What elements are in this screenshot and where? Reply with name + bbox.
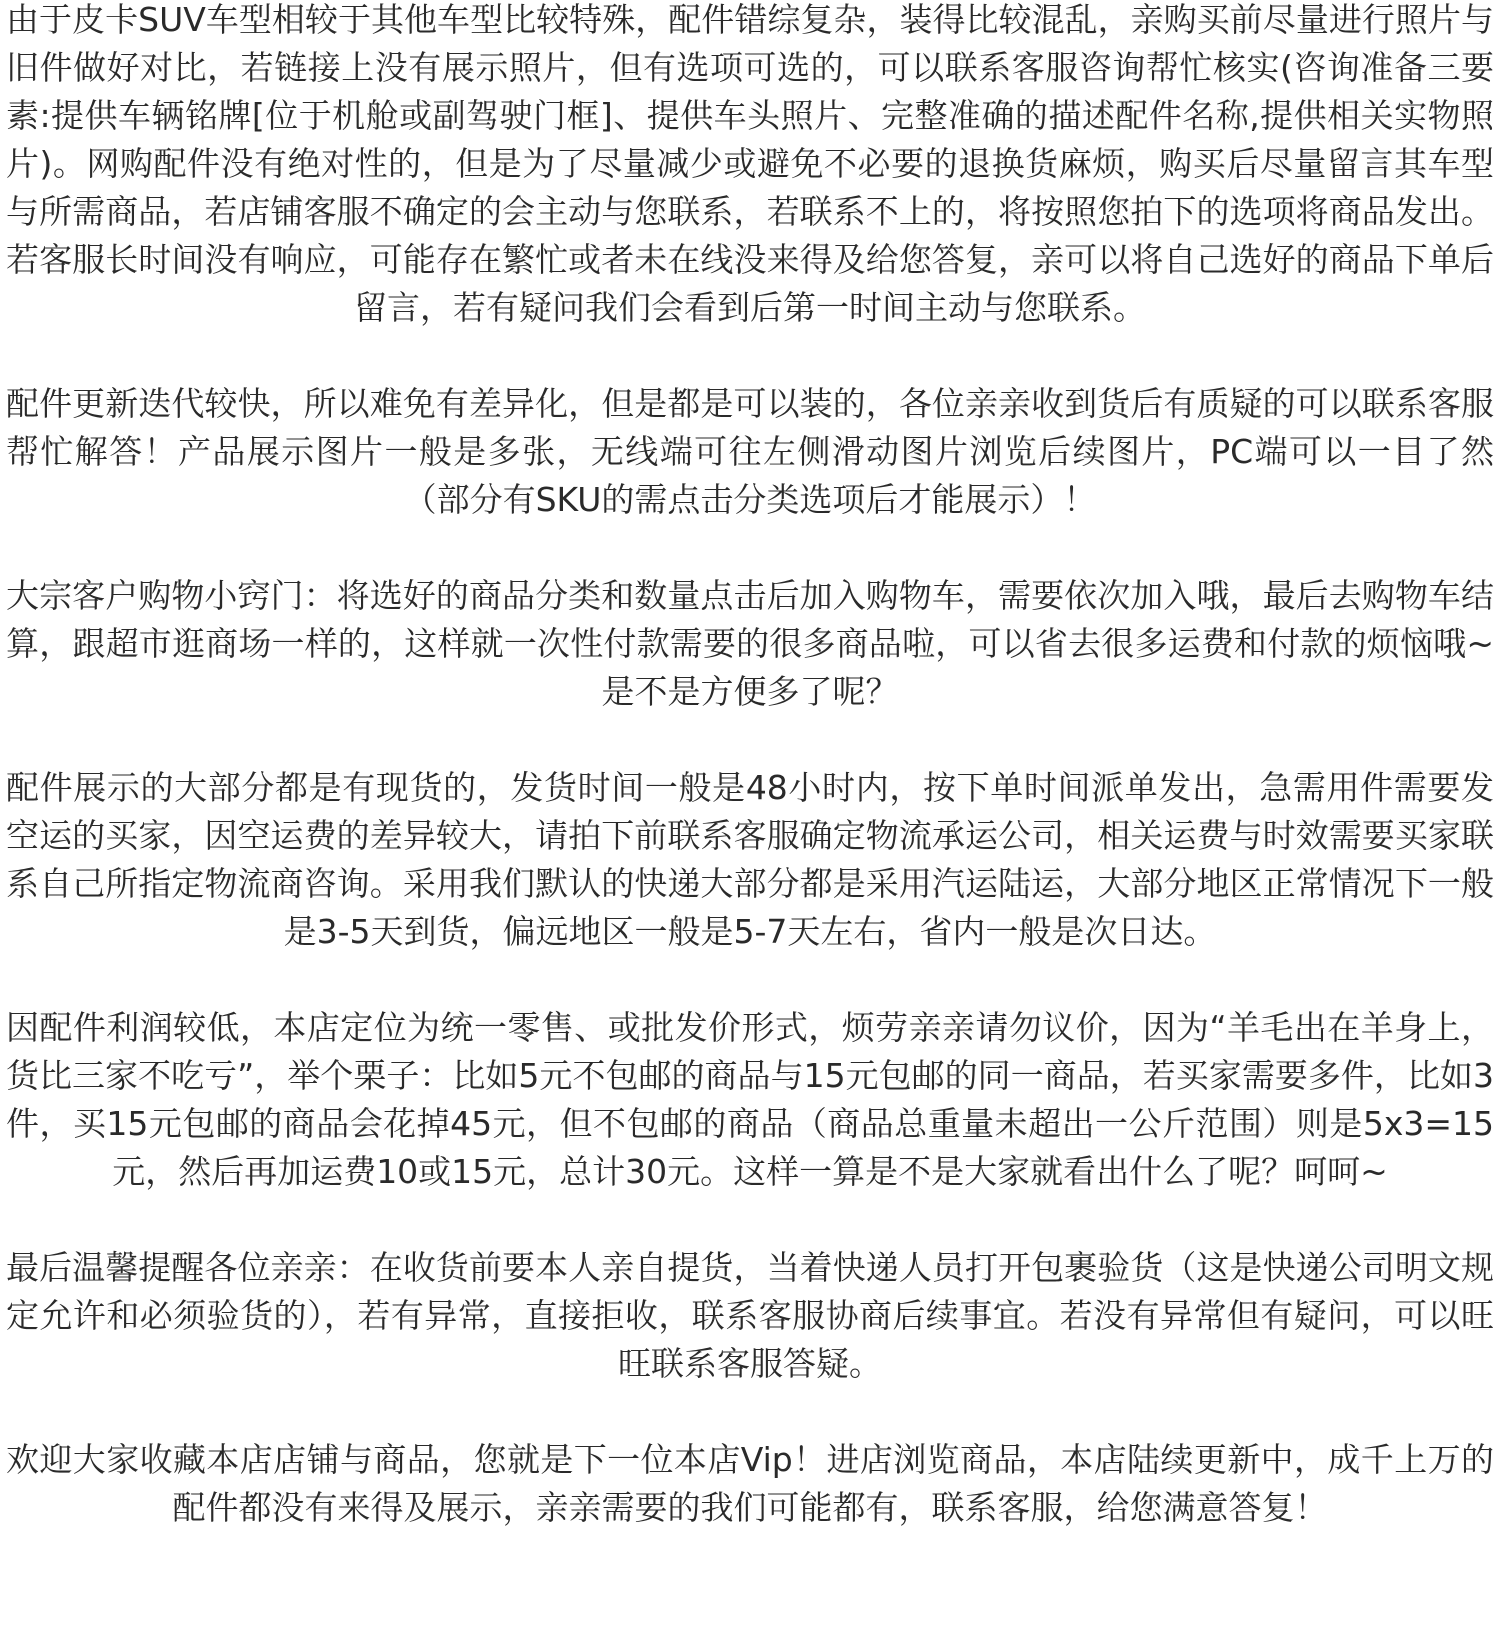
notice-paragraph-pricing: 因配件利润较低，本店定位为统一零售、或批发价形式，烦劳亲亲请勿议价，因为“羊毛出在羊身上，货比三家不吃亏”，举个栗子：比如5元不包邮的商品与15元包邮的同一商品，若买家需要多件，比如3件，买15元包邮的商品会花掉45元，但不包邮的商品（商品总重量未超出一公斤范围）则是5x3=15元，然后再加运费10或15元，总计30元。这样一算是不是大家就看出什么了呢？呵呵~ [6, 1008, 1494, 1191]
notice-paragraph-welcome: 欢迎大家收藏本店店铺与商品，您就是下一位本店Vip！进店浏览商品，本店陆续更新中，成千上万的配件都没有来得及展示，亲亲需要的我们可能都有，联系客服，给您满意答复！ [6, 1440, 1494, 1527]
notice-paragraph-updates: 配件更新迭代较快，所以难免有差异化，但是都是可以装的，各位亲亲收到货后有质疑的可以联系客服帮忙解答！产品展示图片一般是多张，无线端可往左侧滑动图片浏览后续图片，PC端可以一目了然（部分有SKU的需点击分类选项后才能展示）！ [6, 384, 1494, 519]
notice-paragraph-fitment: 由于皮卡SUV车型相较于其他车型比较特殊，配件错综复杂，装得比较混乱，亲购买前尽量进行照片与旧件做好对比，若链接上没有展示照片，但有选项可选的，可以联系客服咨询帮忙核实(咨询准备三要素:提供车辆铭牌[位于机舱或副驾驶门框]、提供车头照片、完整准确的描述配件名称,提供相关实物照片)。网购配件没有绝对性的，但是为了尽量减少或避免不必要的退换货麻烦，购买后尽量留言其车型与所需商品，若店铺客服不确定的会主动与您联系，若联系不上的，将按照您拍下的选项将商品发出。若客服长时间没有响应，可能存在繁忙或者未在线没来得及给您答复，亲可以将自己选好的商品下单后留言，若有疑问我们会看到后第一时间主动与您联系。 [6, 0, 1494, 327]
notice-paragraph-inspection: 最后温馨提醒各位亲亲：在收货前要本人亲自提货，当着快递人员打开包裹验货（这是快递公司明文规定允许和必须验货的），若有异常，直接拒收，联系客服协商后续事宜。若没有异常但有疑问，可以旺旺联系客服答疑。 [6, 1248, 1494, 1383]
store-notice [6, 0, 1494, 1532]
notice-paragraph-bulk-tips: 大宗客户购物小窍门：将选好的商品分类和数量点击后加入购物车，需要依次加入哦，最后去购物车结算，跟超市逛商场一样的，这样就一次性付款需要的很多商品啦，可以省去很多运费和付款的烦恼哦~是不是方便多了呢？ [6, 576, 1494, 711]
notice-paragraph-shipping: 配件展示的大部分都是有现货的，发货时间一般是48小时内，按下单时间派单发出，急需用件需要发空运的买家，因空运费的差异较大，请拍下前联系客服确定物流承运公司，相关运费与时效需要买家联系自己所指定物流商咨询。采用我们默认的快递大部分都是采用汽运陆运，大部分地区正常情况下一般是3-5天到货，偏远地区一般是5-7天左右，省内一般是次日达。 [6, 768, 1494, 951]
